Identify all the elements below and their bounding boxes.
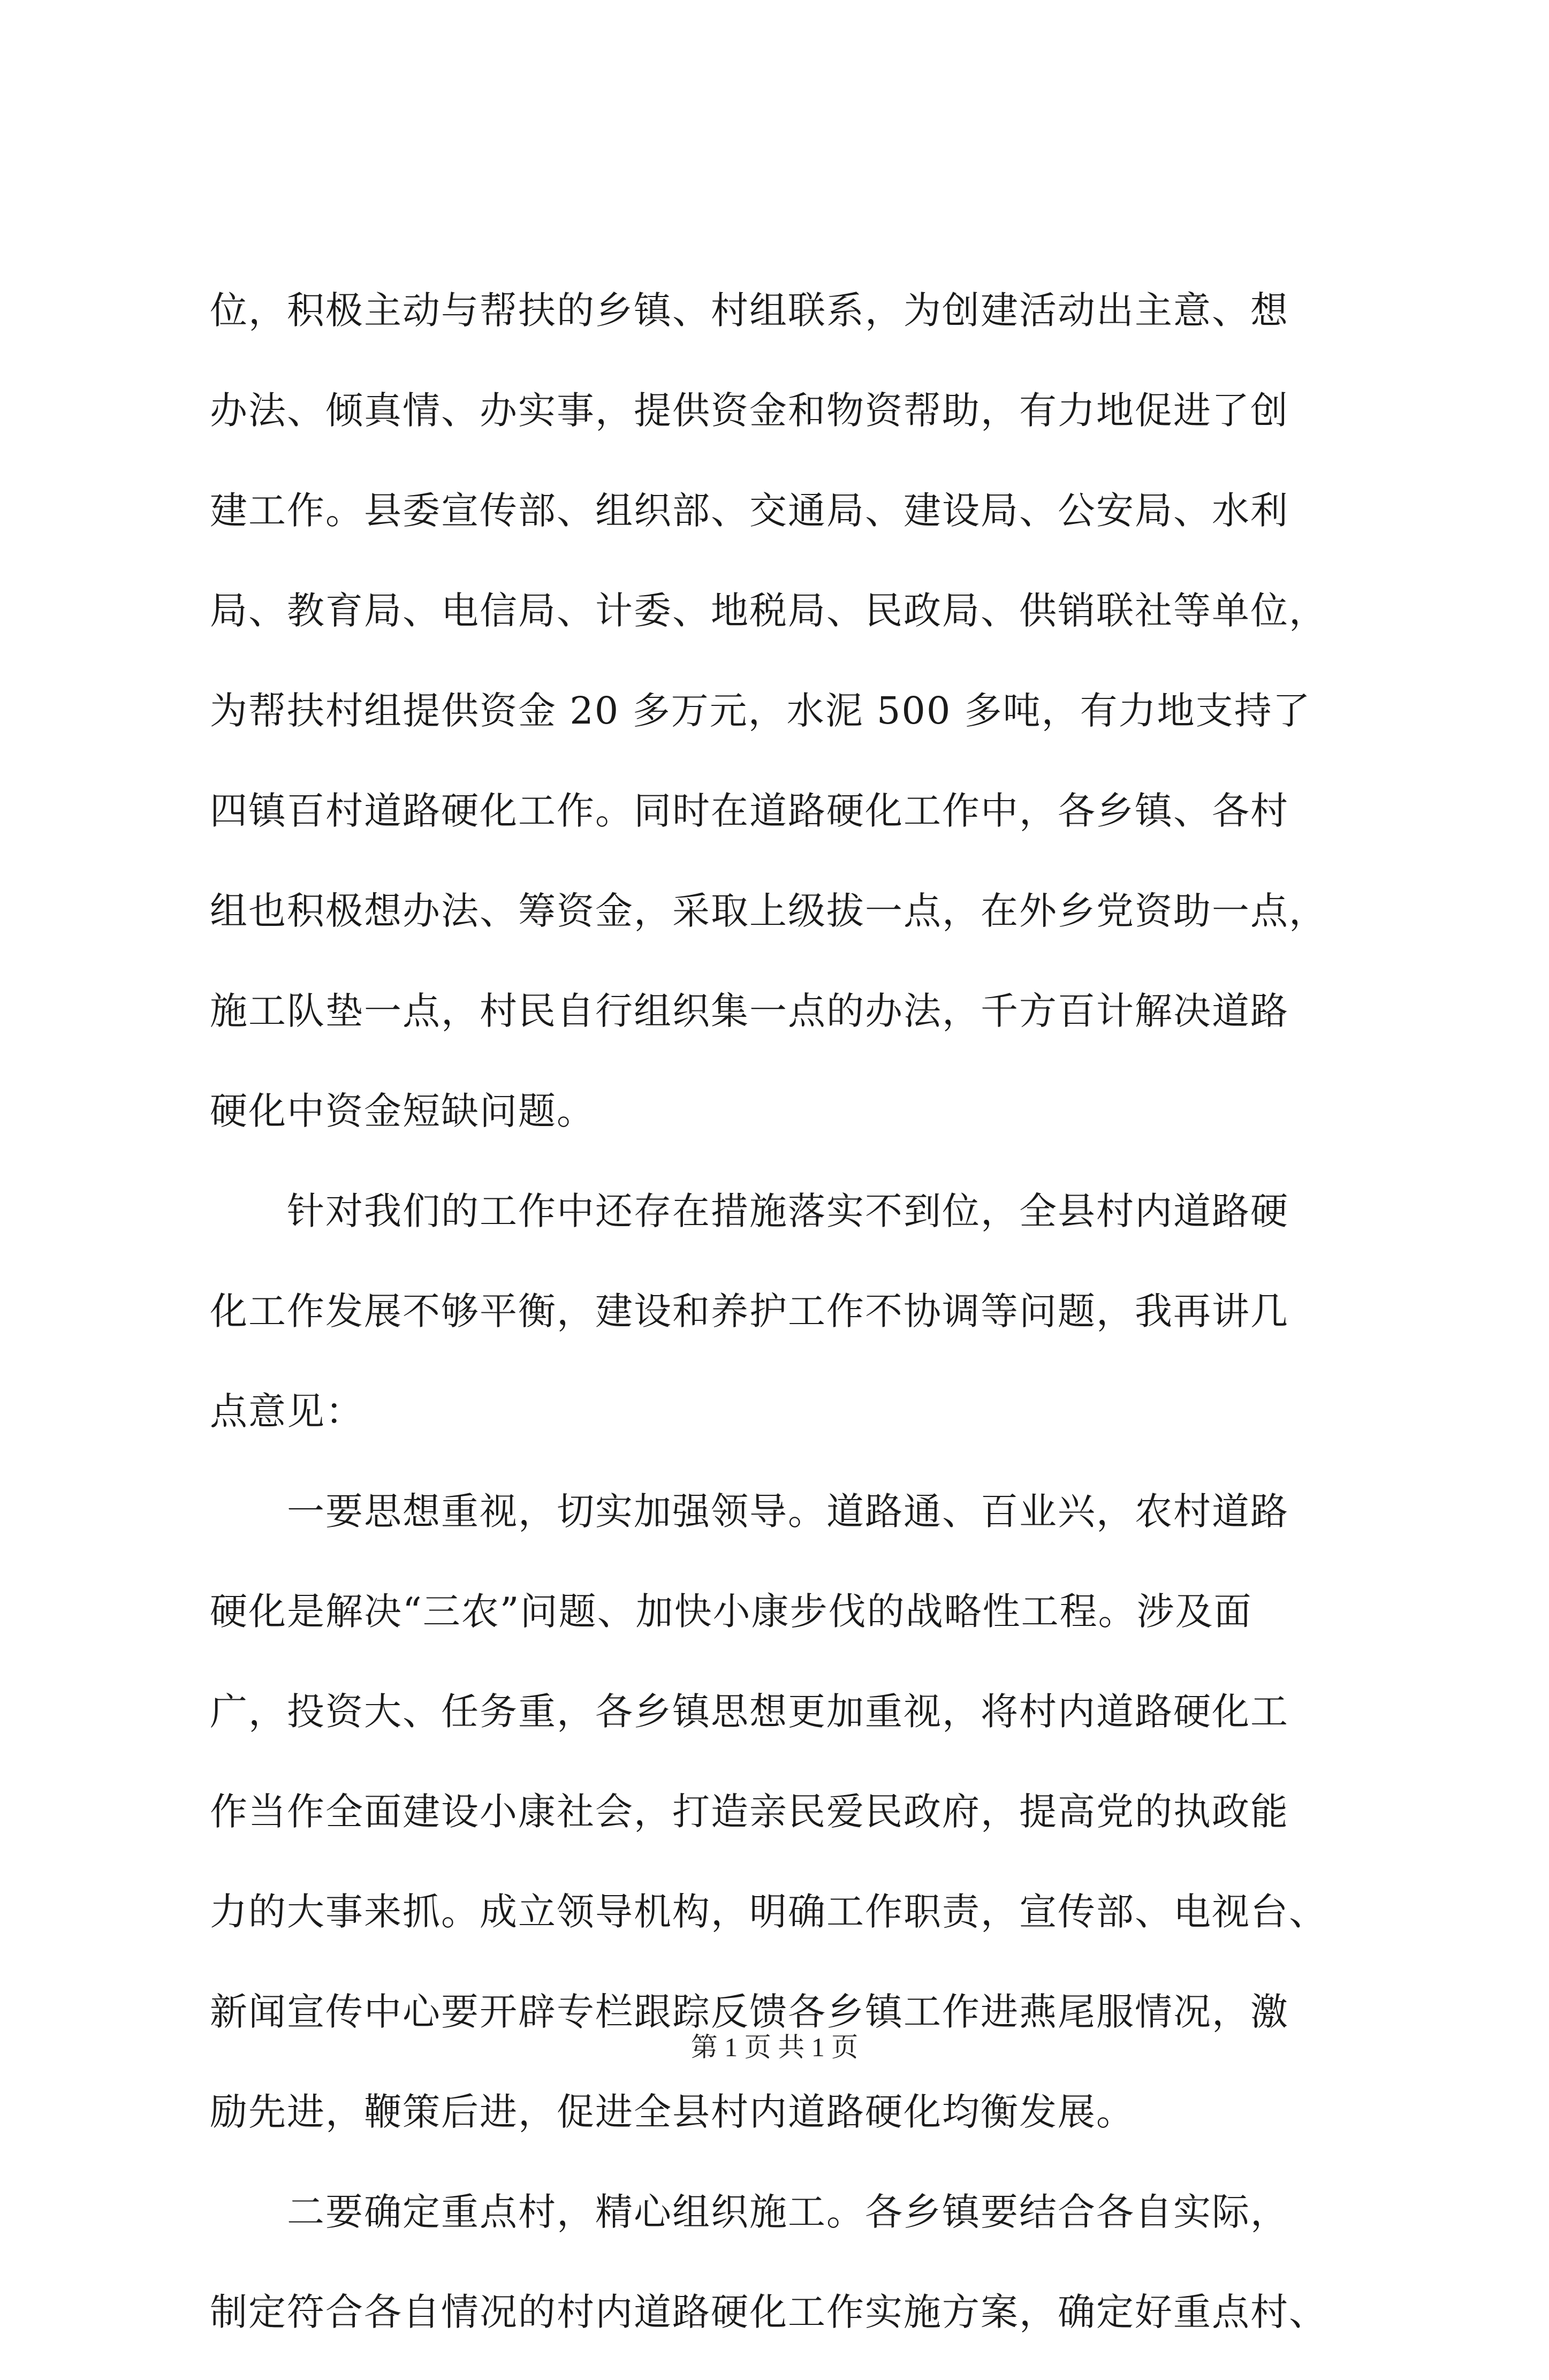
text-line: 制定符合各自情况的村内道路硬化工作实施方案，确定好重点村、	[210, 2290, 1327, 2334]
text-line: 施工队垫一点，村民自行组织集一点的办法，千方百计解决道路	[210, 989, 1289, 1033]
text-line: 硬化中资金短缺问题。	[210, 1089, 595, 1133]
text-line: 二要确定重点村，精心组织施工。各乡镇要结合各自实际，	[210, 2190, 1289, 2234]
document-body	[210, 278, 1352, 2380]
text-line: 广，投资大、任务重，各乡镇思想更加重视，将村内道路硬化工	[210, 1690, 1289, 1733]
page-footer	[0, 2031, 1549, 2063]
text-line: 点意见：	[210, 1389, 364, 1433]
page-number-label: 第 1 页 共 1 页	[690, 2032, 859, 2062]
text-line: 局、教育局、电信局、计委、地税局、民政局、供销联社等单位，	[210, 589, 1327, 633]
text-line: 励先进，鞭策后进，促进全县村内道路硬化均衡发展。	[210, 2090, 1135, 2134]
text-line: 化工作发展不够平衡，建设和养护工作不协调等问题，我再讲几	[210, 1289, 1289, 1333]
text-line: 位，积极主动与帮扶的乡镇、村组联系，为创建活动出主意、想	[210, 288, 1289, 332]
text-line: 办法、倾真情、办实事，提供资金和物资帮助，有力地促进了创	[210, 389, 1289, 432]
text-line: 硬化是解决“三农”问题、加快小康步伐的战略性工程。涉及面	[210, 1590, 1252, 1633]
text-line: 建工作。县委宣传部、组织部、交通局、建设局、公安局、水利	[210, 489, 1289, 533]
text-line: 为帮扶村组提供资金 20 多万元，水泥 500 多吨，有力地支持了	[210, 689, 1311, 733]
text-line: 力的大事来抓。成立领导机构，明确工作职责，宣传部、电视台、	[210, 1890, 1327, 1934]
text-line: 作当作全面建设小康社会，打造亲民爱民政府，提高党的执政能	[210, 1790, 1289, 1834]
text-line: 新闻宣传中心要开辟专栏跟踪反馈各乡镇工作进燕尾服情况，激	[210, 1990, 1289, 2034]
text-line: 组也积极想办法、筹资金，采取上级拔一点，在外乡党资助一点，	[210, 889, 1327, 933]
text-line: 一要思想重视，切实加强领导。道路通、百业兴，农村道路	[210, 1489, 1289, 1533]
text-line: 四镇百村道路硬化工作。同时在道路硬化工作中，各乡镇、各村	[210, 789, 1289, 833]
text-line: 针对我们的工作中还存在措施落实不到位，全县村内道路硬	[210, 1189, 1289, 1233]
